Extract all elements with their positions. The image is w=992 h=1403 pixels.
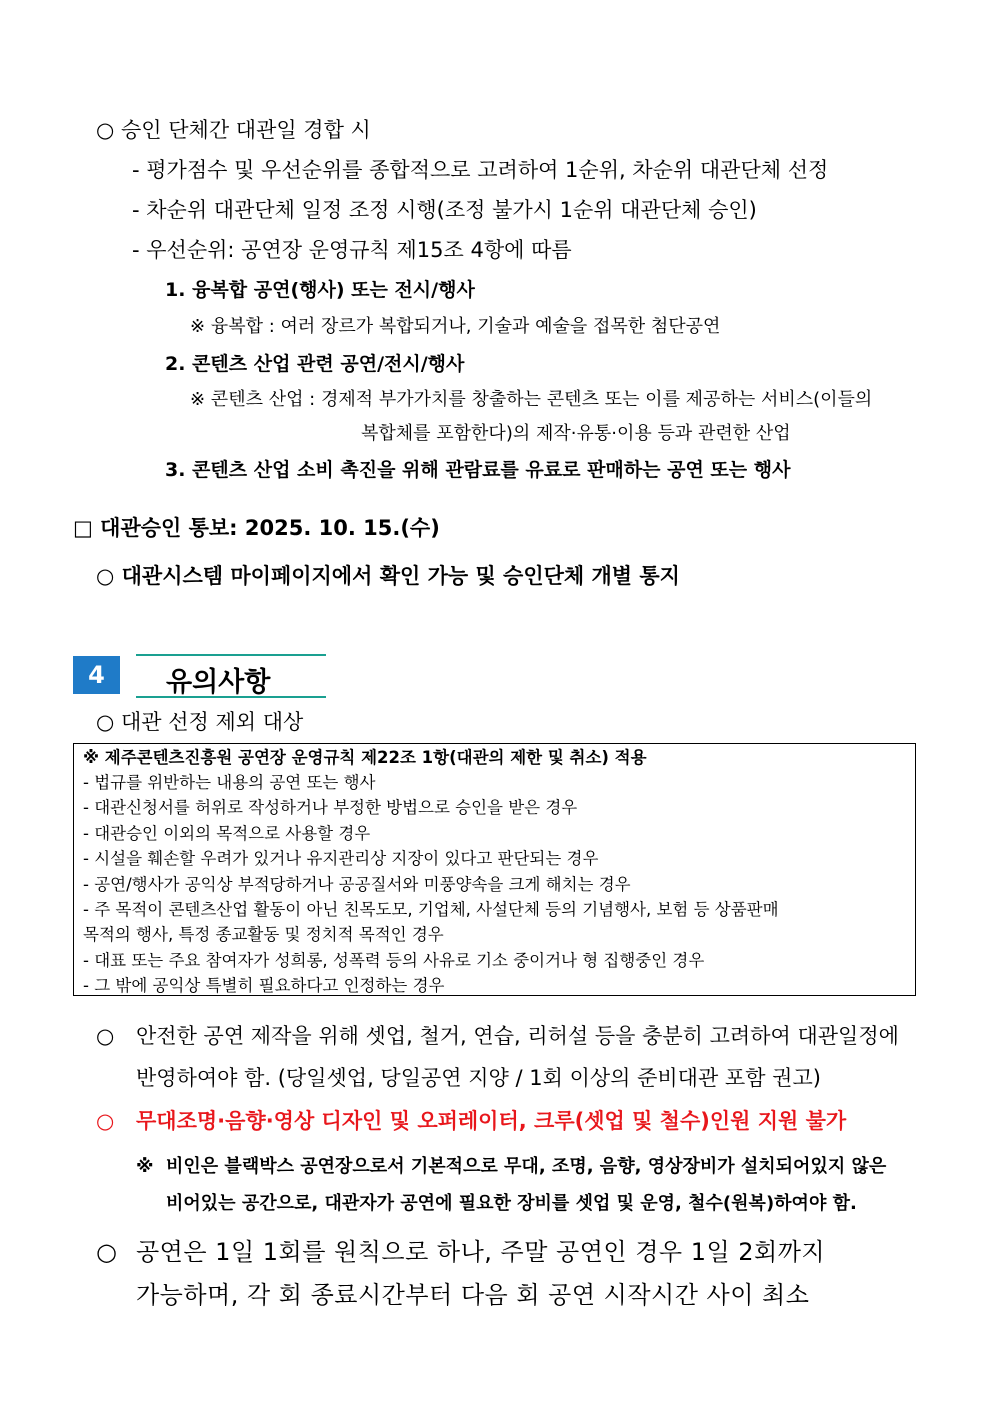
notice-bullet: ○ 대관시스템 마이페이지에서 확인 가능 및 승인단체 개별 통지 xyxy=(96,564,680,588)
priority-title: 2. 콘텐츠 산업 관련 공연/전시/행사 xyxy=(165,353,465,375)
exclusion-box xyxy=(73,743,916,996)
performance-line: 공연은 1일 1회를 원칙으로 하나, 주말 공연인 경우 1일 2회까지 xyxy=(136,1238,826,1266)
box-line: ※ 제주콘텐츠진흥원 공연장 운영규칙 제22조 1항(대관의 제한 및 취소) 적용 xyxy=(83,748,647,767)
box-line: - 주 목적이 콘텐츠산업 활동이 아닌 친목도모, 기업체, 사설단체 등의 기념행사, 보험 등 상품판매 xyxy=(83,900,779,919)
section-number: 4 xyxy=(73,656,120,694)
priority-title: 1. 융복합 공연(행사) 또는 전시/행사 xyxy=(165,279,475,301)
box-line: - 대표 또는 주요 참여자가 성희롱, 성폭력 등의 사유로 기소 중이거나 형 집행중인 경우 xyxy=(83,951,705,970)
no-support-mark: ○ xyxy=(96,1109,115,1133)
no-support-text: 무대조명·음향·영상 디자인 및 오퍼레이터, 크루(셋업 및 철수)인원 지원 불가 xyxy=(136,1109,847,1133)
approval-item: - 우선순위: 공연장 운영규칙 제15조 4항에 따름 xyxy=(132,238,572,262)
box-line: - 대관승인 이외의 목적으로 사용할 경우 xyxy=(83,824,371,843)
approval-bullet: ○ 승인 단체간 대관일 경합 시 xyxy=(96,118,371,142)
priority-note: ※ 콘텐츠 산업 : 경제적 부가가치를 창출하는 콘텐츠 또는 이를 제공하는 서비스(이들의 xyxy=(190,389,873,410)
performance-line: 가능하며, 각 회 종료시간부터 다음 회 공연 시작시간 사이 최소 xyxy=(136,1281,810,1309)
blackbox-line: 비어있는 공간으로, 대관자가 공연에 필요한 장비를 셋업 및 운영, 철수(원복)하여야 함. xyxy=(166,1193,857,1214)
safety-mark: ○ xyxy=(96,1024,115,1048)
performance-mark: ○ xyxy=(96,1238,118,1266)
blackbox-mark: ※ xyxy=(136,1156,154,1177)
box-line: - 공연/행사가 공익상 부적당하거나 공공질서와 미풍양속을 크게 해치는 경우 xyxy=(83,875,631,894)
exclusion-bullet: ○ 대관 선정 제외 대상 xyxy=(96,710,304,734)
priority-note: 복합체를 포함한다)의 제작·유통·이용 등과 관련한 산업 xyxy=(361,423,791,444)
box-line: - 대관신청서를 허위로 작성하거나 부정한 방법으로 승인을 받은 경우 xyxy=(83,798,578,817)
box-line: - 법규를 위반하는 내용의 공연 또는 행사 xyxy=(83,773,376,792)
priority-title: 3. 콘텐츠 산업 소비 촉진을 위해 관람료를 유료로 판매하는 공연 또는 행사 xyxy=(165,459,791,481)
box-line: - 시설을 훼손할 우려가 있거나 유지관리상 지장이 있다고 판단되는 경우 xyxy=(83,849,599,868)
section-title: 유의사항 xyxy=(166,667,271,698)
notice-heading: □ 대관승인 통보: 2025. 10. 15.(수) xyxy=(73,516,440,540)
safety-line: 반영하여야 함. (당일셋업, 당일공연 지양 / 1회 이상의 준비대관 포함 권고) xyxy=(136,1066,821,1090)
priority-note: ※ 융복합 : 여러 장르가 복합되거나, 기술과 예술을 접목한 첨단공연 xyxy=(190,316,721,337)
safety-line: 안전한 공연 제작을 위해 셋업, 철거, 연습, 리허설 등을 충분히 고려하여 대관일정에 xyxy=(136,1024,899,1048)
box-line: 목적의 행사, 특정 종교활동 및 정치적 목적인 경우 xyxy=(83,925,444,944)
approval-item: - 차순위 대관단체 일정 조정 시행(조정 불가시 1순위 대관단체 승인) xyxy=(132,198,757,222)
box-line: - 그 밖에 공익상 특별히 필요하다고 인정하는 경우 xyxy=(83,976,445,995)
blackbox-line: 비인은 블랙박스 공연장으로서 기본적으로 무대, 조명, 음향, 영상장비가 설치되어있지 않은 xyxy=(166,1156,887,1177)
approval-item: - 평가점수 및 우선순위를 종합적으로 고려하여 1순위, 차순위 대관단체 선정 xyxy=(132,158,829,182)
